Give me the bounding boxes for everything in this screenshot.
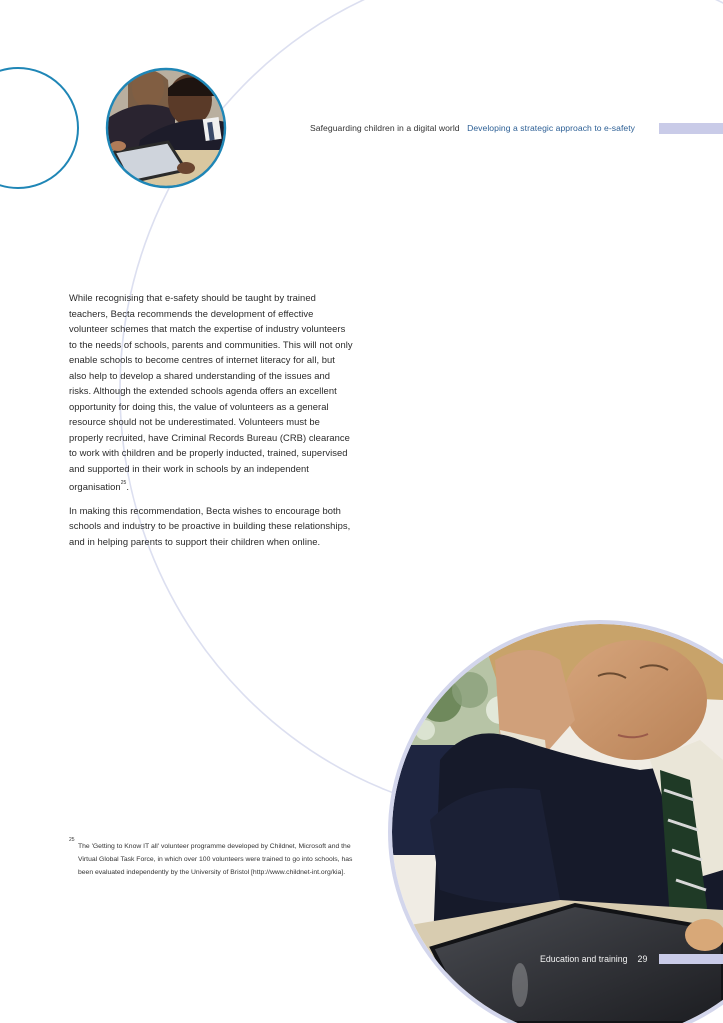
footnote-text: The 'Getting to Know IT all' volunteer programme developed by Childnet, Microsoft and the Virtual Global Task Force, in which over 100 volunteers were trained to go into schools, has been evaluated independently by the University of Bristol [http://www.childnet-int.org/kia].: [78, 843, 353, 877]
running-header: [310, 123, 635, 133]
footer-accent-bar: [659, 954, 723, 964]
page-number: 29: [637, 954, 648, 964]
footnote-number: 25: [69, 837, 75, 843]
footnote-reference[interactable]: 25: [120, 480, 127, 486]
paragraph-2: In making this recommendation, Becta wishes to encourage both schools and industry to be proactive in building these relationships, and in helping parents to support their children when online.: [69, 504, 351, 547]
paragraph-1-text: While recognising that e-safety should be taught by trained teachers, Becta recommends the development of effective volunteer schemes that match the expertise of industry volunteers to the needs of schools, parents and communities. This will not only enable schools to become centres of internet literacy for all, but also help to develop a shared understanding of the issues and risks. Although the extended schools agenda offers an excellent opportunity for doing this, the value of volunteers as a general resource should not be underestimated. Volunteers must be properly recruited, have Criminal Records Bureau (CRB) clearance to work with children and be properly inducted, trained, supervised and supported in their work in schools by an independent organisation: [69, 292, 353, 492]
footer-chapter-title: Education and training: [540, 954, 628, 964]
header-section-title: Safeguarding children in a digital world: [310, 123, 460, 133]
header-accent-bar: [659, 123, 723, 134]
body-text: [69, 290, 354, 557]
running-footer: [540, 954, 647, 964]
header-chapter-title: Developing a strategic approach to e-safety: [467, 123, 635, 133]
paragraph-1: [69, 290, 354, 495]
footnote: [69, 837, 359, 879]
outline-circle: [0, 68, 78, 188]
paragraph-1-end: .: [126, 481, 130, 492]
small-photo: [100, 60, 240, 200]
